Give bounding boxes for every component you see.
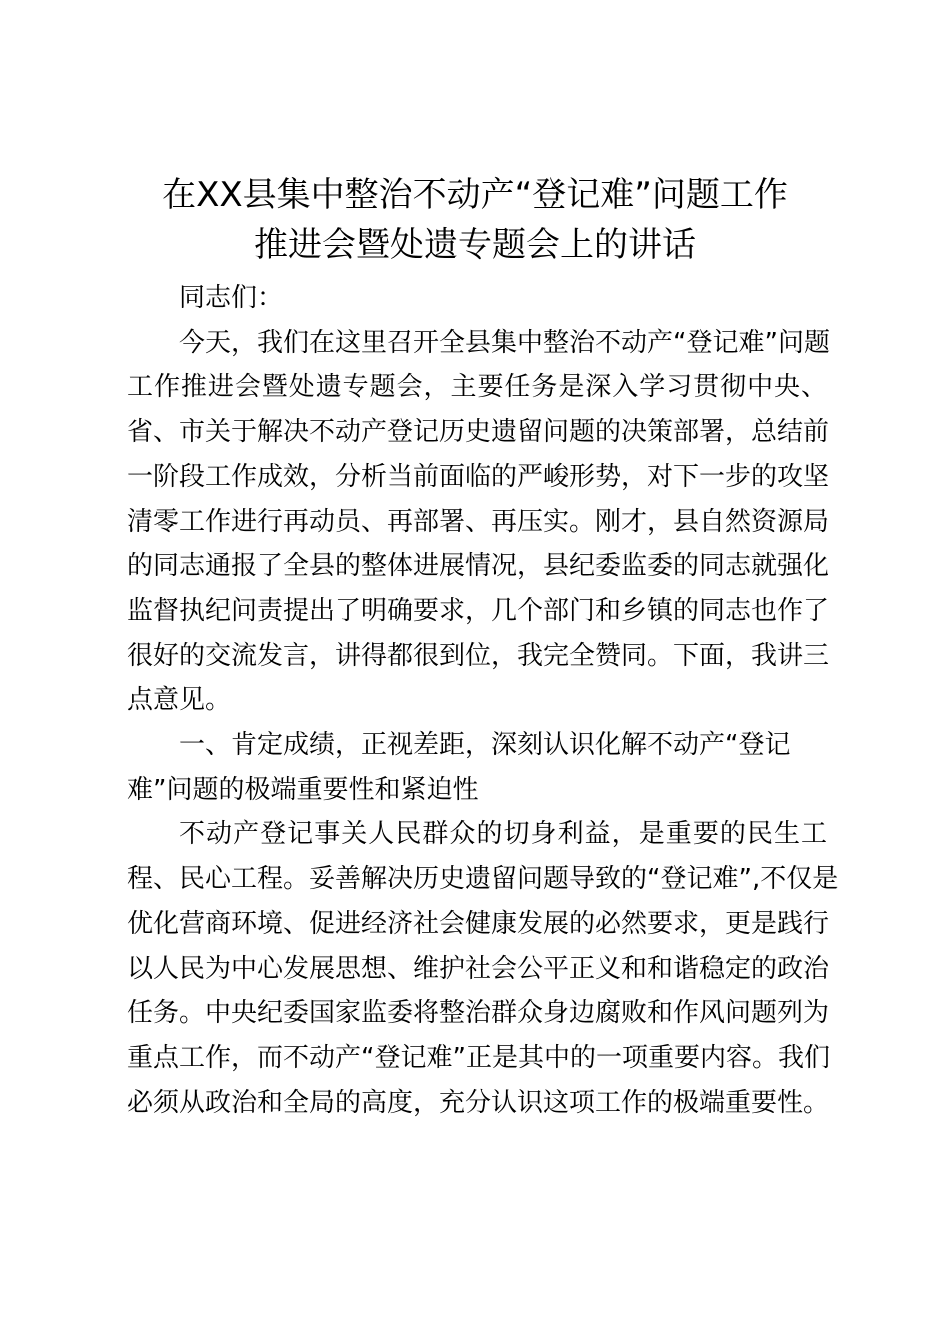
text-line: 优化营商环境、促进经济社会健康发展的必然要求，更是践行	[127, 908, 830, 939]
text-line: 一阶段工作成效，分析当前面临的严峻形势，对下一步的攻坚	[127, 461, 830, 492]
text-line: 难”问题的极端重要性和紧迫性	[127, 774, 479, 805]
text-line: 清零工作进行再动员、再部署、再压实。刚才，县自然资源局	[127, 506, 830, 537]
text-line: 重点工作，而不动产“登记难”正是其中的一项重要内容。我们	[127, 1042, 830, 1073]
text-line: 点意见。	[127, 685, 232, 716]
title-line-1: 在XX县集中整治不动产“登记难”问题工作	[162, 175, 788, 215]
section-heading	[127, 723, 827, 812]
text-line: 程、民心工程。妥善解决历史遗留问题导致的“登记难”,不仅是	[127, 864, 839, 895]
text-line: 任务。中央纪委国家监委将整治群众身边腐败和作风问题列为	[127, 998, 830, 1029]
text-line: 很好的交流发言，讲得都很到位，我完全赞同。下面，我讲三	[127, 640, 830, 671]
salutation: 同志们：	[179, 283, 284, 313]
text-line: 省、市关于解决不动产登记历史遗留问题的决策部署，总结前	[127, 417, 830, 448]
text-line: 一、肯定成绩，正视差距，深刻认识化解不动产“登记	[179, 730, 791, 761]
paragraphs	[127, 321, 839, 1126]
text-line: 的同志通报了全县的整体进展情况，县纪委监委的同志就强化	[127, 551, 830, 582]
text-line: 监督执纪问责提出了明确要求，几个部门和乡镇的同志也作了	[127, 595, 830, 626]
paragraph	[127, 812, 839, 1125]
text-line: 必须从政治和全局的高度，充分认识这项工作的极端重要性。	[127, 1087, 830, 1118]
paragraph	[127, 321, 830, 723]
text-line: 不动产登记事关人民群众的切身利益，是重要的民生工	[179, 819, 827, 850]
document-body	[127, 276, 839, 1125]
document-title	[0, 170, 950, 270]
text-line: 以人民为中心发展思想、维护社会公平正义和和谐稳定的政治	[127, 953, 830, 984]
text-line: 工作推进会暨处遗专题会，主要任务是深入学习贯彻中央、	[127, 372, 827, 403]
text-line: 今天，我们在这里召开全县集中整治不动产“登记难”问题	[179, 327, 830, 358]
title-line-2: 推进会暨处遗专题会上的讲话	[254, 225, 696, 265]
